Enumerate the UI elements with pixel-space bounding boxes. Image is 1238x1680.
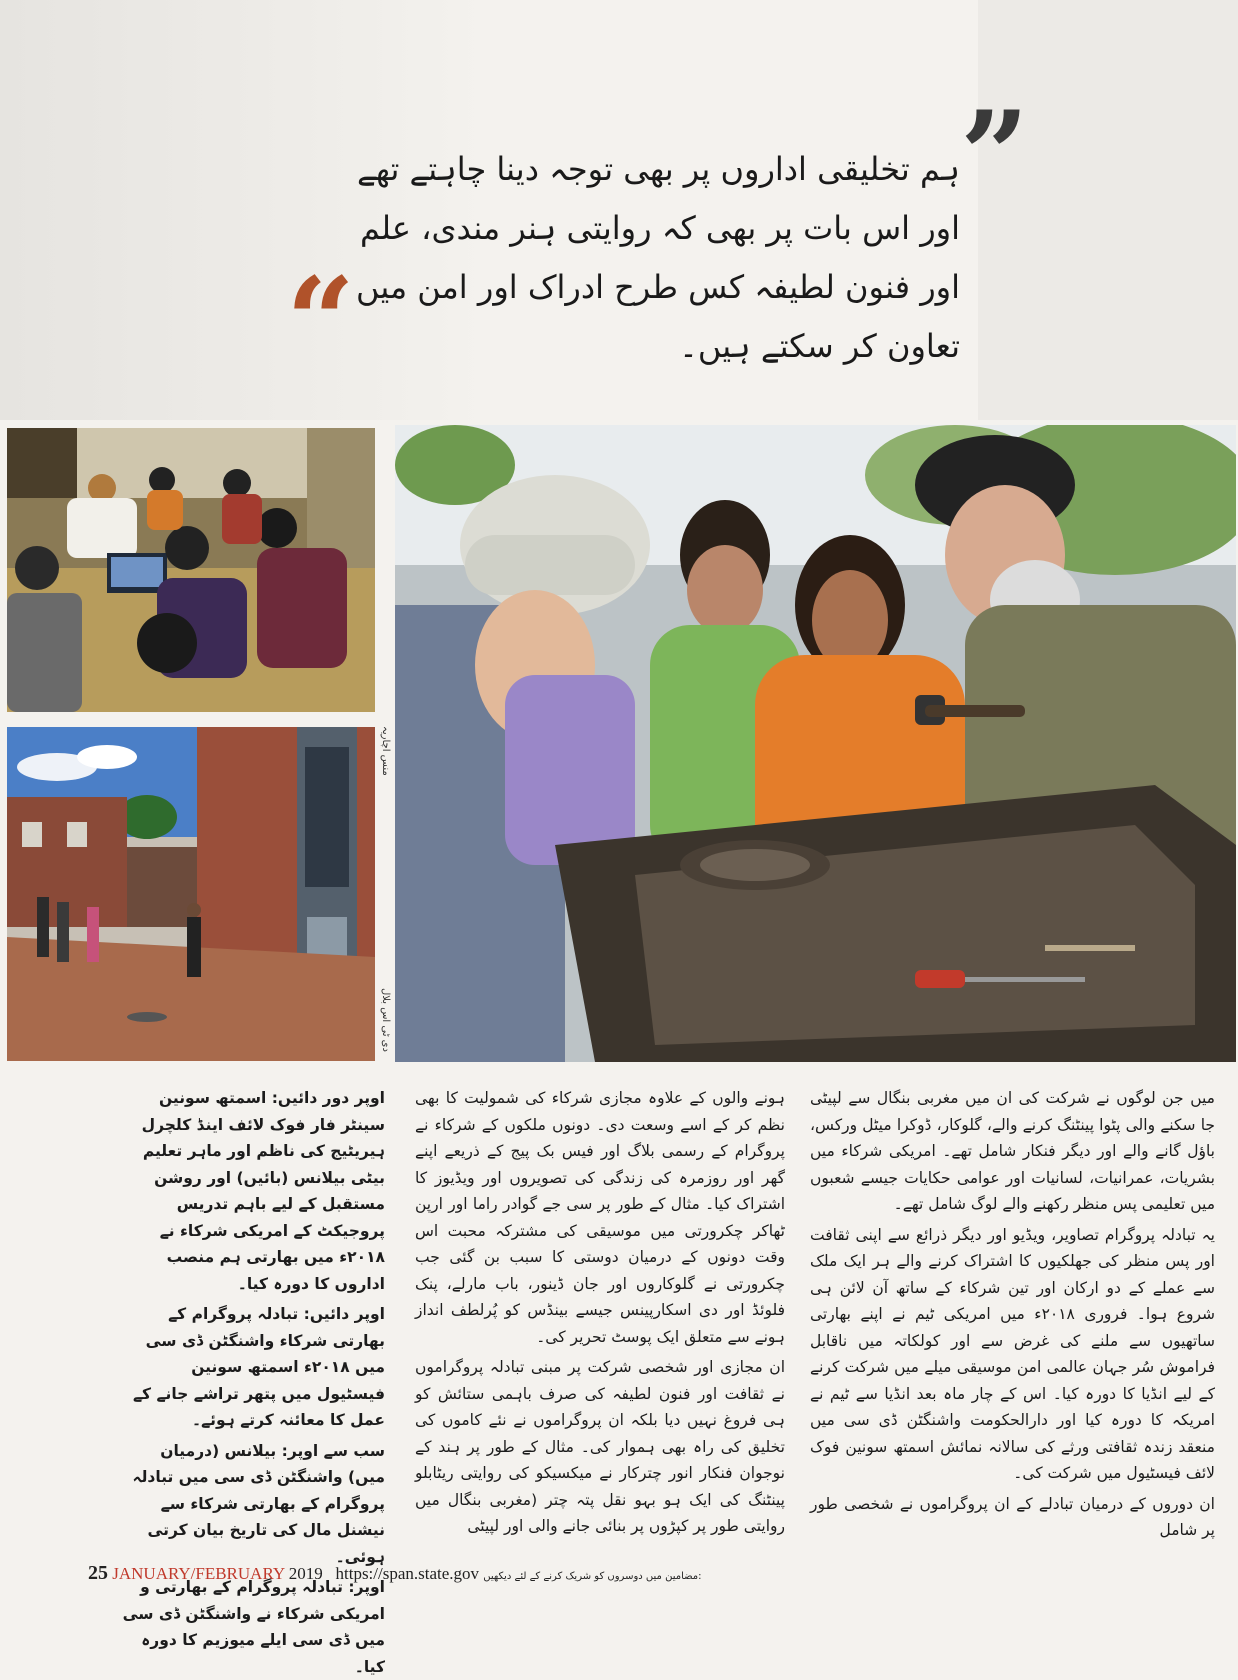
- caption: اوپر: تبادلہ پروگرام کے بھارتی و امریکی شرکاء نے واشنگٹن ڈی سی میں ڈی سی ایلے میوزیم کا دورہ کیا۔: [122, 1578, 385, 1676]
- article-column-middle: [415, 1085, 785, 1540]
- photo-workshop: [7, 428, 375, 712]
- page-number: 25: [88, 1562, 108, 1584]
- paragraph: یہ تبادلہ پروگرام تصاویر، ویڈیو اور دیگر ذرائع سے اپنی ثقافت اور پس منظر کی جھلکیوں کا اشتراک کرنے والے ہر ایک ملک سے عملے کے دو ارکان اور تین شرکاء کے ساتھ آن لائن ہی شروع ہوا۔ فروری ۲۰۱۸ء میں امریکی ٹیم نے اپنے بھارتی ساتھیوں سے ملنے کی غرض سے اور کولکاتہ میں ناقابل فراموش سُر جہان عالمی امن موسیقی میلے میں شرکت کرنے کے لیے انڈیا کا دورہ کیا۔ اس کے چار ماہ بعد انڈیا سے ٹیم نے امریکہ کا دورہ کیا اور دارالحکومت واشنگٹن ڈی سی میں منعقد زندہ ثقافتی ورثے کی سالانہ نمائش اسمتھ سونین فوک لائف فیسٹیول میں شرکت کی۔: [810, 1225, 1215, 1482]
- photo-captions: [120, 1085, 385, 1680]
- paragraph: ہونے والوں کے علاوہ مجازی شرکاء کی شمولیت کا بھی نظم کر کے اسے وسعت دی۔ دونوں ملکوں کے شرکاء نے پروگرام کے رسمی بلاگ اور فیس بک پیج کے ذریعے اپنے گھر اور روزمرہ کی زندگی کی تصویروں اور ویڈیوز کا اشتراک کیا۔ مثال کے طور پر سی جے گوادر راما اور ارپن ٹھاکر چکرورتی میں موسیقی کی مشترکہ محبت اس وقت دونوں کے درمیان دوستی کا سبب بن گئی جب چکرورتی نے گلوکاروں اور جان ڈینور، باب مارلے، پنک فلوئڈ اور دی اسکارپینس جیسے بینڈس کو پُرلطف انداز ہونے سے متعلق ایک پوسٹ تحریر کی۔: [415, 1089, 785, 1346]
- pull-quote: ہم تخلیقی اداروں پر بھی توجہ دینا چاہتے تھے اور اس بات پر بھی کہ روایتی ہنر مندی، علم اور فنون لطیفہ کس طرح ادراک اور امن میں تعاون کر سکتے ہیں۔: [355, 150, 960, 365]
- paragraph: ان مجازی اور شخصی شرکت پر مبنی تبادلہ پروگراموں نے ثقافت اور فنون لطیفہ کی صرف باہمی ستائش کو ہی فروغ نہیں دیا بلکہ ان پروگراموں نے نئے کاموں کی تخلیق کی راہ بھی ہموار کی۔ مثال کے طور پر ہند کے نوجوان فنکار انور چترکار نے میکسیکو کی روایتی ریٹابلو پینٹنگ کی ایک ہو بہو نقل پتہ چتر (مغربی بنگال میں روایتی طور پر کپڑوں پر بنائی جانے والی اور لپیٹی: [415, 1358, 785, 1535]
- photo-credit-top: منس اچاریہ: [380, 726, 391, 776]
- photo-credit-bottom: دی ٹی اس بلال: [380, 988, 391, 1052]
- share-note: مضامین میں دوسروں کو شریک کرنے کے لئے دیکھیں:: [483, 1571, 702, 1582]
- website-link[interactable]: https://span.state.gov: [335, 1564, 480, 1583]
- opening-quote-mark: “: [286, 251, 356, 392]
- caption: اوپر دائیں: تبادلہ پروگرام کے بھارتی شرکاء واشنگٹن ڈی سی میں ۲۰۱۸ء اسمتھ سونین فیسٹیول میں پتھر تراشے جانے کے عمل کا معائنہ کرتے ہوئے۔: [132, 1305, 385, 1429]
- page-footer: [88, 1562, 702, 1585]
- article-column-right: [810, 1085, 1215, 1544]
- closing-quote-mark: ”: [960, 85, 1030, 226]
- caption: سب سے اوپر: بیلانس (درمیان میں) واشنگٹن ڈی سی میں تبادلہ پروگرام کے بھارتی شرکاء سے نیشنل مال کی تاریخ بیان کرتی ہوئی۔: [132, 1441, 385, 1566]
- issue-label: JANUARY/FEBRUARY: [112, 1564, 285, 1583]
- paragraph: ان دوروں کے درمیان تبادلے کے ان پروگراموں نے شخصی طور پر شامل: [810, 1494, 1215, 1539]
- photo-street-tour: [7, 727, 375, 1061]
- issue-year: 2019: [288, 1564, 323, 1583]
- photo-wood-carving-demo: [395, 425, 1236, 1062]
- paragraph: میں جن لوگوں نے شرکت کی ان میں مغربی بنگال سے لپیٹی جا سکنے والی پٹوا پینٹنگ کرنے والے، گلوکار، ڈوکرا میٹل ورکس، باؤل گانے والے اور دیگر فنکار شامل تھے۔ امریکی شرکاء میں بشریات، عمرانیات، لسانیات اور عوامی حکایات جیسے شعبوں میں تعلیمی پس منظر رکھنے والے لوگ شامل تھے۔: [810, 1089, 1215, 1213]
- caption: اوپر دور دائیں: اسمتھ سونین سینٹر فار فوک لائف اینڈ کلچرل ہیریٹیج کی ناظم اور ماہر تعلیم بیٹی بیلانس (بائیں) اور روشن مستقبل کے لیے باہم تدریس پروجیکٹ کے امریکی شرکاء نے ۲۰۱۸ء میں بھارتی ہم منصب اداروں کا دورہ کیا۔: [141, 1089, 385, 1293]
